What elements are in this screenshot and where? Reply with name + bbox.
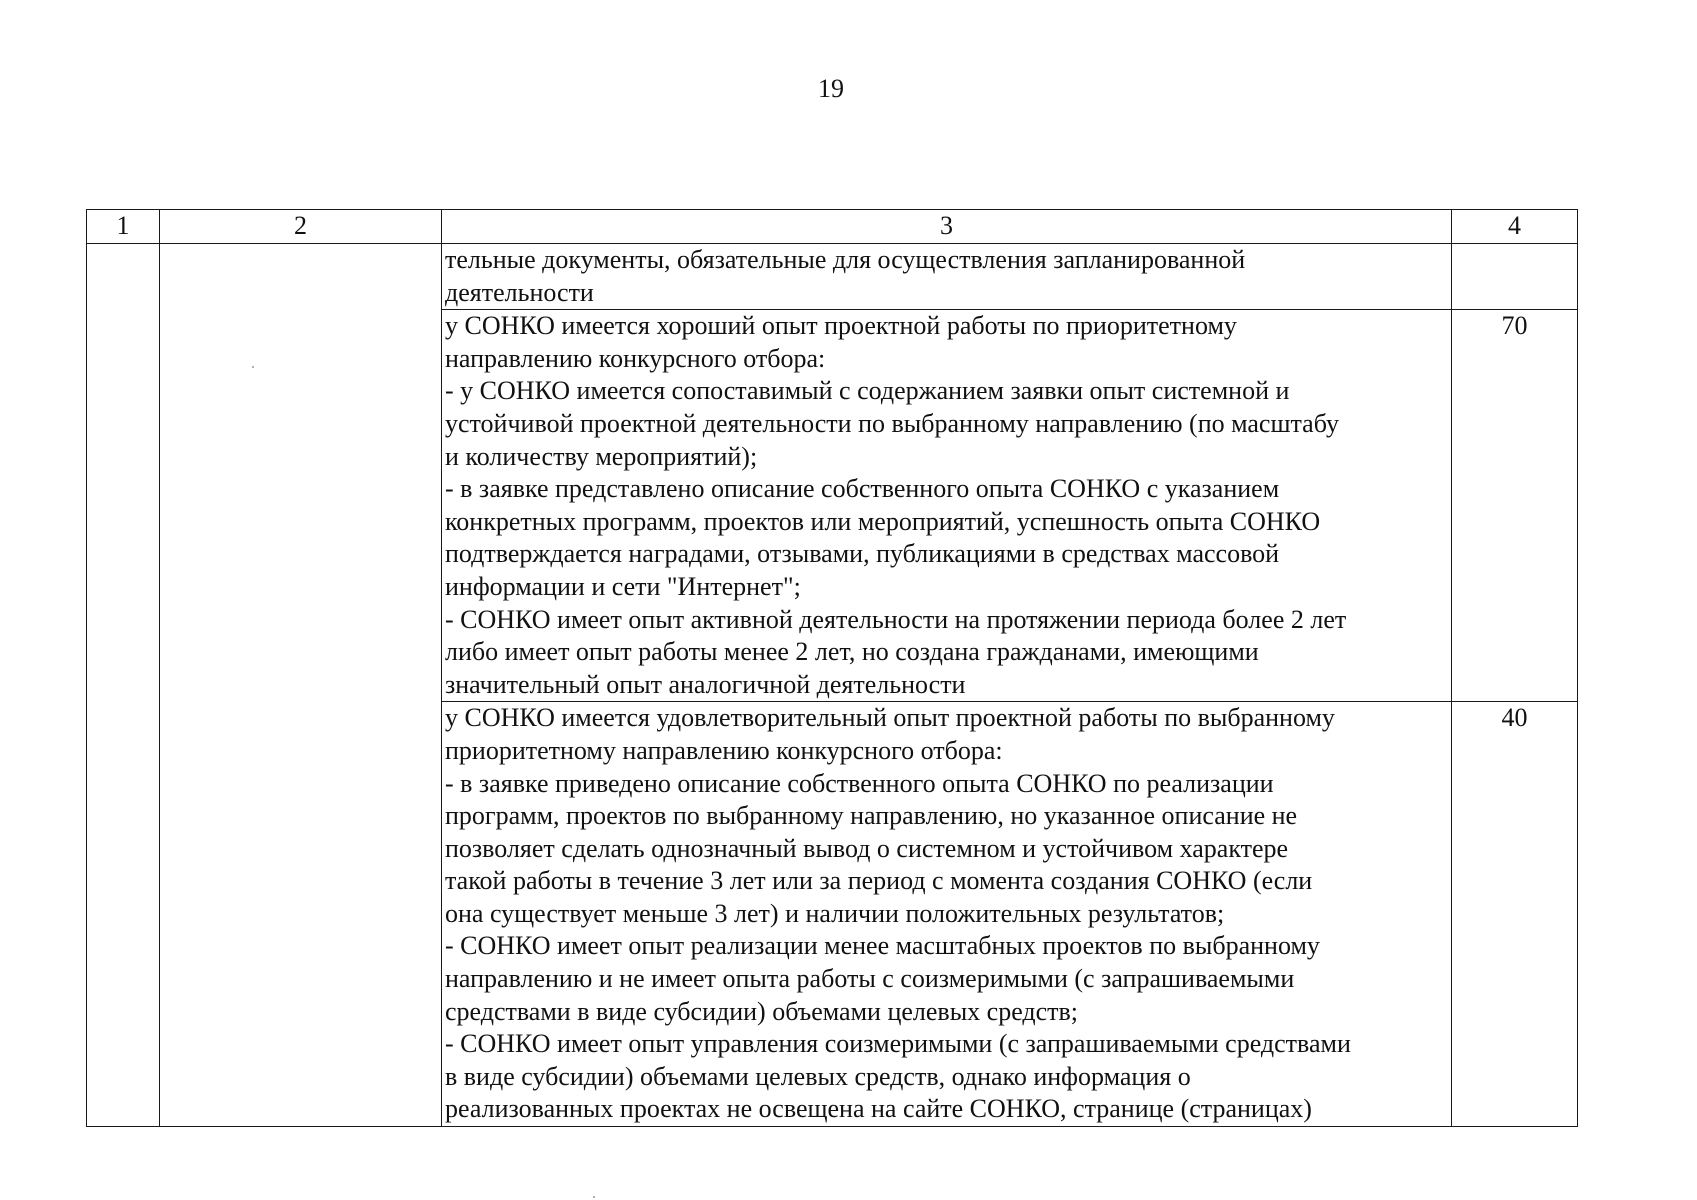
criterion-line: либо имеет опыт работы менее 2 лет, но создана гражданами, имеющими: [445, 637, 1259, 667]
criterion-line: программ, проектов по выбранному направлению, но указанное описание не: [445, 801, 1298, 831]
criterion-line: - СОНКО имеет опыт активной деятельности на протяжении периода более 2 лет: [445, 604, 1347, 634]
criterion-line: направлению и не имеет опыта работы с соизмеримыми (с запрашиваемыми: [445, 964, 1295, 994]
criterion-line: тельные документы, обязательные для осуществления запланированной: [445, 245, 1246, 274]
criterion-line: средствами в виде субсидии) объемами целевых средств;: [445, 996, 1079, 1026]
criterion-line: такой работы в течение 3 лет или за период с момента создания СОНКО (если: [445, 866, 1313, 896]
header-cell-1: 1: [87, 210, 160, 244]
criterion-line: в виде субсидии) объемами целевых средств, однако информация о: [445, 1061, 1191, 1091]
table-cell-col1: [87, 244, 160, 1127]
table-cell-col2: [160, 244, 442, 1127]
criterion-line: у СОНКО имеется хороший опыт проектной работы по приоритетному: [445, 311, 1237, 341]
scan-speck: [593, 1196, 595, 1198]
score-cell: 70: [1452, 310, 1578, 702]
table-header-row: [87, 210, 1578, 244]
criterion-line: информации и сети "Интернет";: [445, 571, 801, 601]
criterion-line: - в заявке приведено описание собственного опыта СОНКО по реализации: [445, 768, 1274, 798]
page-number: 19: [818, 74, 844, 103]
criterion-line: позволяет сделать однозначный вывод о системном и устойчивом характере: [445, 833, 1289, 863]
header-cell-4: 4: [1452, 210, 1578, 244]
header-cell-3: 3: [442, 210, 1452, 244]
criterion-line: устойчивой проектной деятельности по выбранному направлению (по масштабу: [445, 408, 1339, 438]
score-cell: [1452, 244, 1578, 310]
criterion-line: реализованных проектах не освещена на сайте СОНКО, странице (страницах): [445, 1094, 1312, 1124]
criterion-line: приоритетному направлению конкурсного отбора:: [445, 735, 1003, 765]
criterion-line: - СОНКО имеет опыт реализации менее масштабных проектов по выбранному: [445, 931, 1320, 961]
criterion-line: - в заявке представлено описание собственного опыта СОНКО с указанием: [445, 474, 1280, 504]
criterion-line: направлению конкурсного отбора:: [445, 343, 826, 373]
criterion-line: она существует меньше 3 лет) и наличии положительных результатов;: [445, 898, 1225, 928]
criterion-line: и количеству мероприятий);: [445, 441, 758, 471]
criterion-line: - у СОНКО имеется сопоставимый с содержанием заявки опыт системной и: [445, 376, 1290, 406]
header-cell-2: 2: [160, 210, 442, 244]
criterion-line: подтверждается наградами, отзывами, публикациями в средствах массовой: [445, 539, 1280, 569]
table-row: [87, 244, 1578, 310]
criteria-table: [86, 209, 1578, 1127]
score-cell: 40: [1452, 702, 1578, 1127]
criterion-line: конкретных программ, проектов или мероприятий, успешность опыта СОНКО: [445, 506, 1321, 536]
criterion-line: значительный опыт аналогичной деятельности: [445, 669, 966, 699]
scan-speck: [252, 366, 254, 368]
criterion-text: [442, 702, 1452, 1127]
criterion-line: деятельности: [445, 277, 594, 307]
criterion-text: [442, 310, 1452, 702]
criterion-text: [442, 244, 1452, 310]
criterion-line: у СОНКО имеется удовлетворительный опыт проектной работы по выбранному: [445, 703, 1335, 733]
criterion-line: - СОНКО имеет опыт управления соизмеримыми (с запрашиваемыми средствами: [445, 1029, 1351, 1059]
